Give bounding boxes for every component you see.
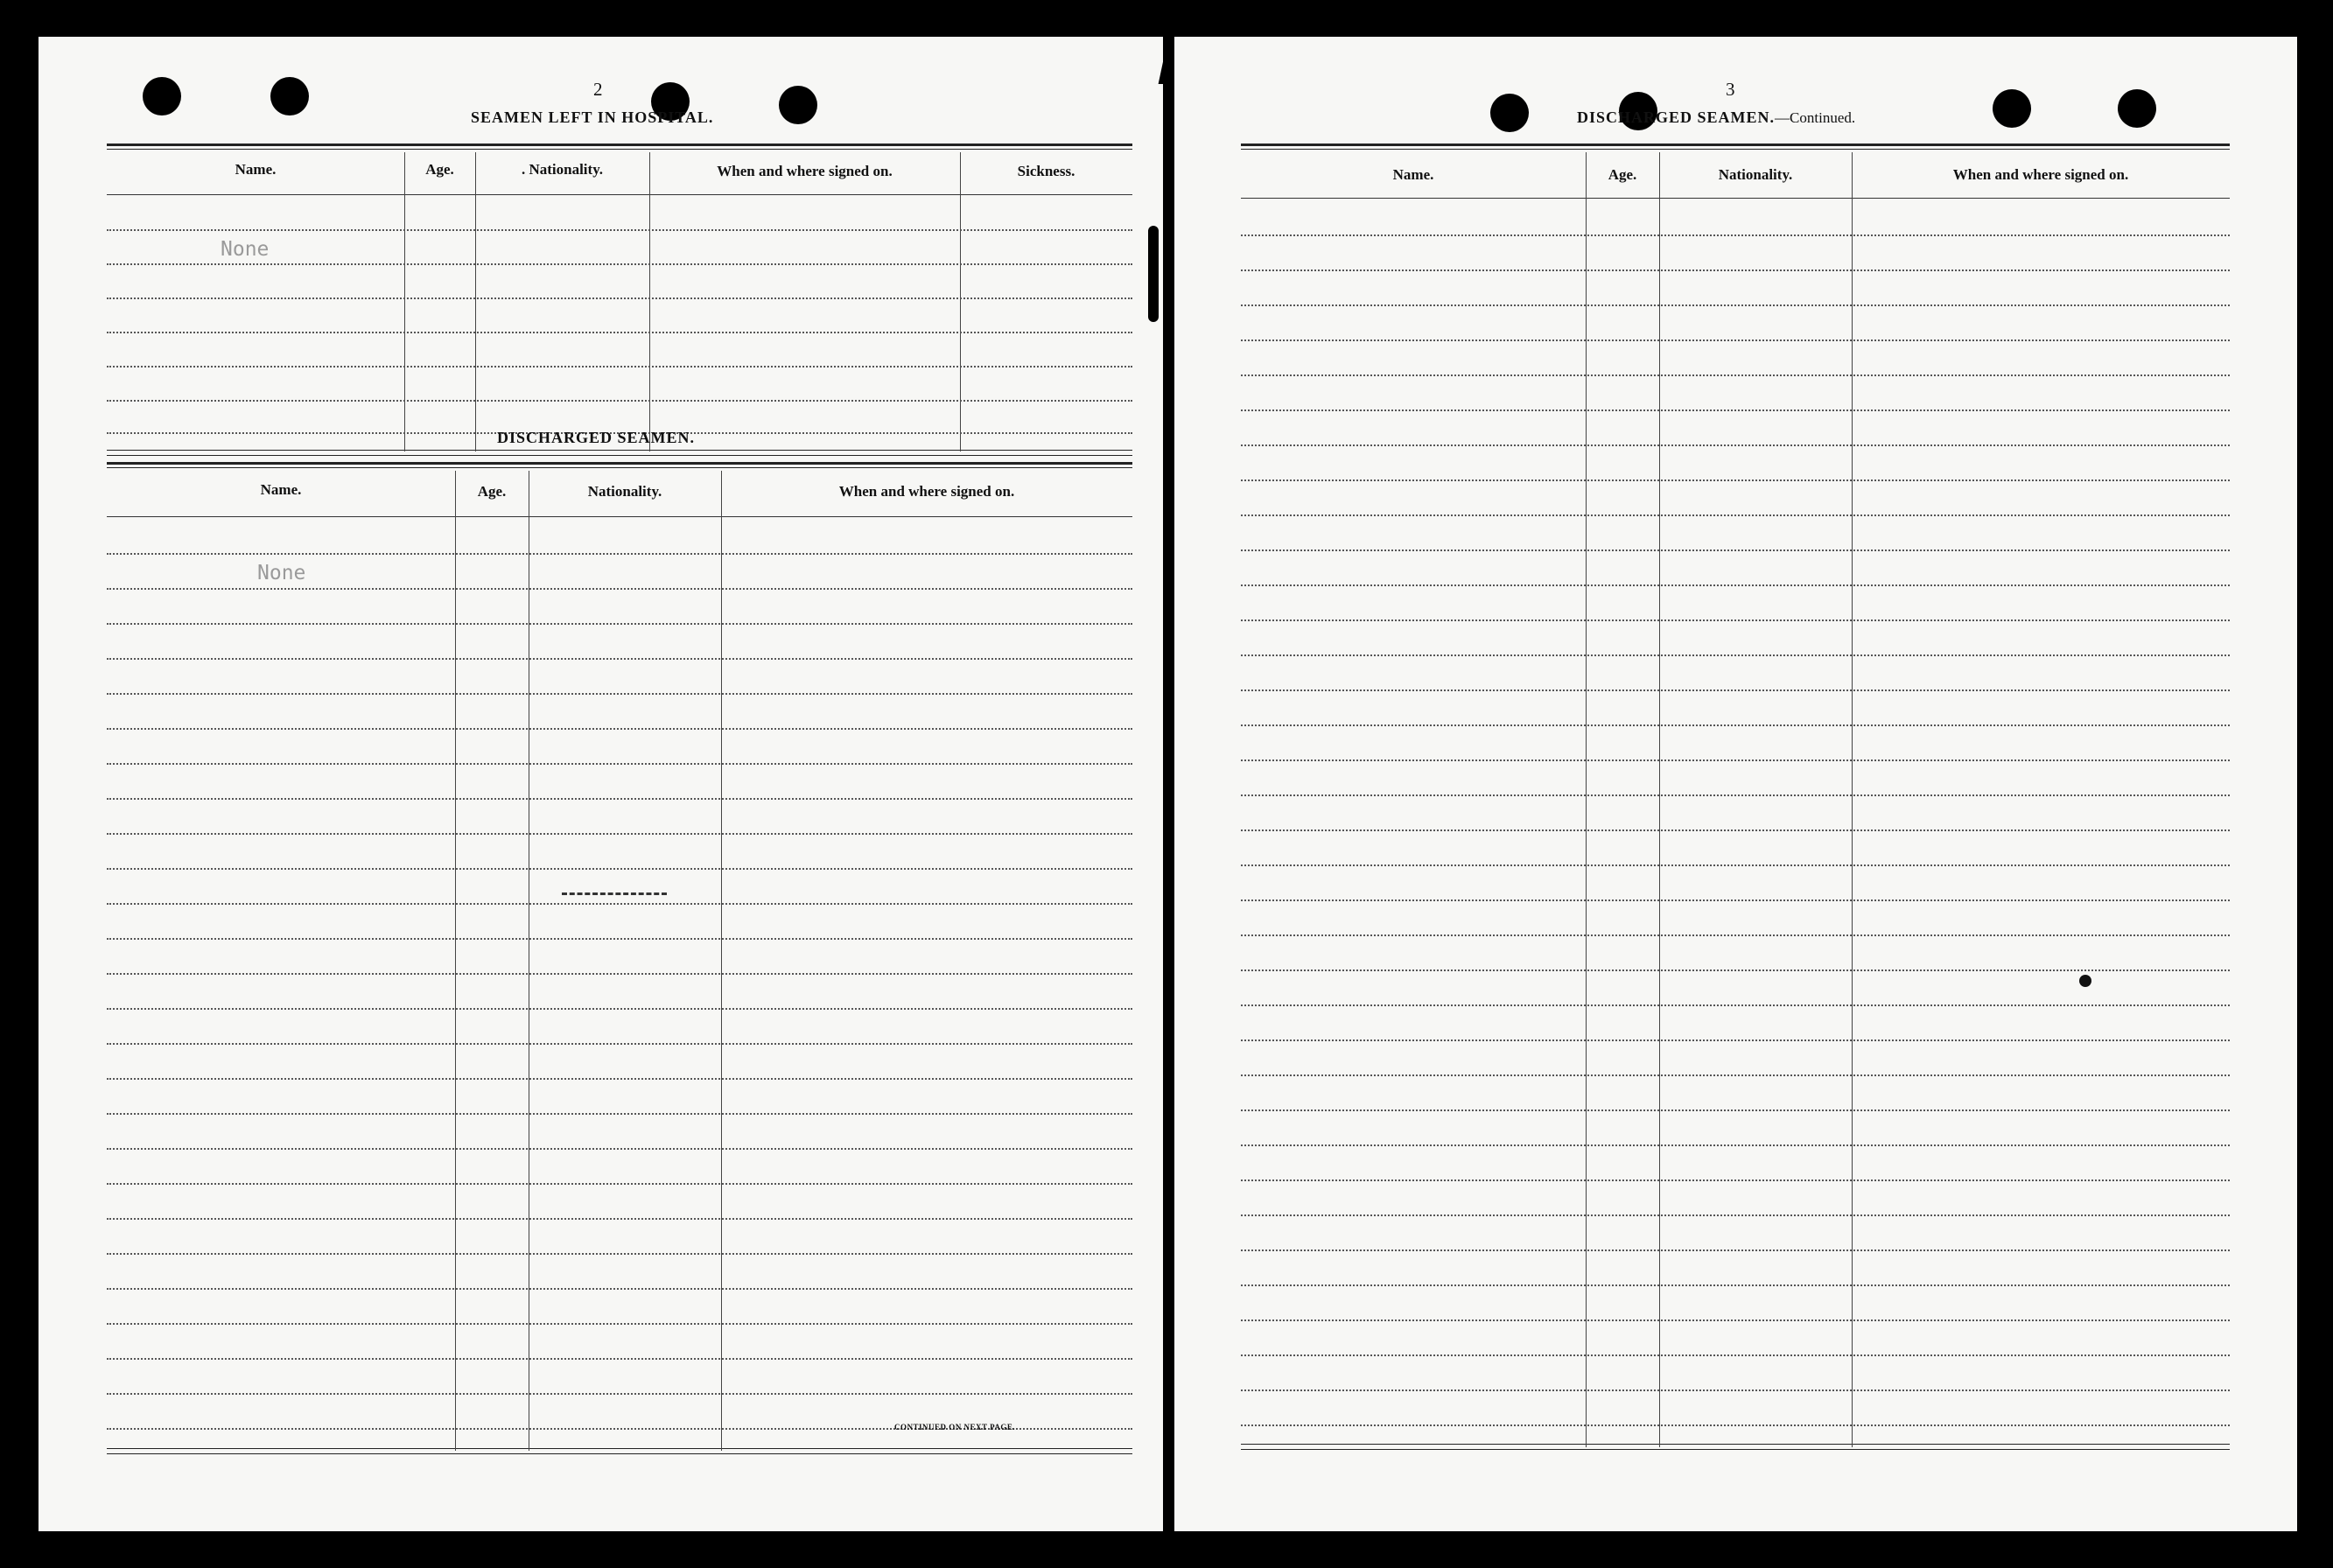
ink-mark: [562, 892, 667, 895]
ink-spot: [2079, 975, 2091, 987]
page-number: 2: [593, 79, 603, 100]
left-page: [39, 37, 1163, 1531]
discharged-continued-table: [1241, 144, 2230, 1452]
column-header-sickness: Sickness.: [1017, 163, 1075, 179]
hospital-table: [107, 144, 1132, 455]
column-header-when-where-signed: When and where signed on.: [717, 163, 893, 179]
punch-hole: [1490, 94, 1529, 132]
punch-hole: [2118, 89, 2156, 128]
footer-note: CONTINUED ON NEXT PAGE.: [894, 1423, 1016, 1432]
punch-hole: [143, 77, 181, 116]
handwritten-entry: None: [257, 562, 306, 584]
column-header-when-where-signed: When and where signed on.: [1952, 166, 2129, 183]
column-header-age: Age.: [425, 161, 454, 178]
right-page: [1174, 37, 2297, 1531]
punch-hole: [1993, 89, 2031, 128]
column-header-nationality: . Nationality.: [521, 161, 604, 178]
column-header-name: Name.: [235, 161, 277, 178]
column-header-age: Age.: [1608, 166, 1637, 183]
column-header-name: Name.: [1392, 166, 1434, 183]
column-header-name: Name.: [260, 481, 302, 498]
handwritten-entry: None: [221, 238, 270, 261]
section-title-discharged-seamen-continued: [1577, 108, 1855, 127]
section-title-seamen-left-in-hospital: SEAMEN LEFT IN HOSPITAL.: [471, 108, 714, 126]
column-header-when-where-signed: When and where signed on.: [838, 483, 1015, 500]
column-header-age: Age.: [477, 483, 507, 500]
torn-edge: [1148, 226, 1159, 322]
section-title-discharged-seamen: DISCHARGED SEAMEN.: [497, 429, 696, 446]
column-header-nationality: Nationality.: [1718, 166, 1793, 183]
column-header-nationality: Nationality.: [587, 483, 662, 500]
punch-hole: [779, 86, 817, 124]
punch-hole: [270, 77, 309, 116]
section-title-text: DISCHARGED SEAMEN.: [1577, 108, 1776, 126]
page-number: 3: [1726, 79, 1735, 100]
section-title-suffix: —Continued.: [1775, 109, 1856, 126]
discharged-table: [107, 462, 1132, 1460]
